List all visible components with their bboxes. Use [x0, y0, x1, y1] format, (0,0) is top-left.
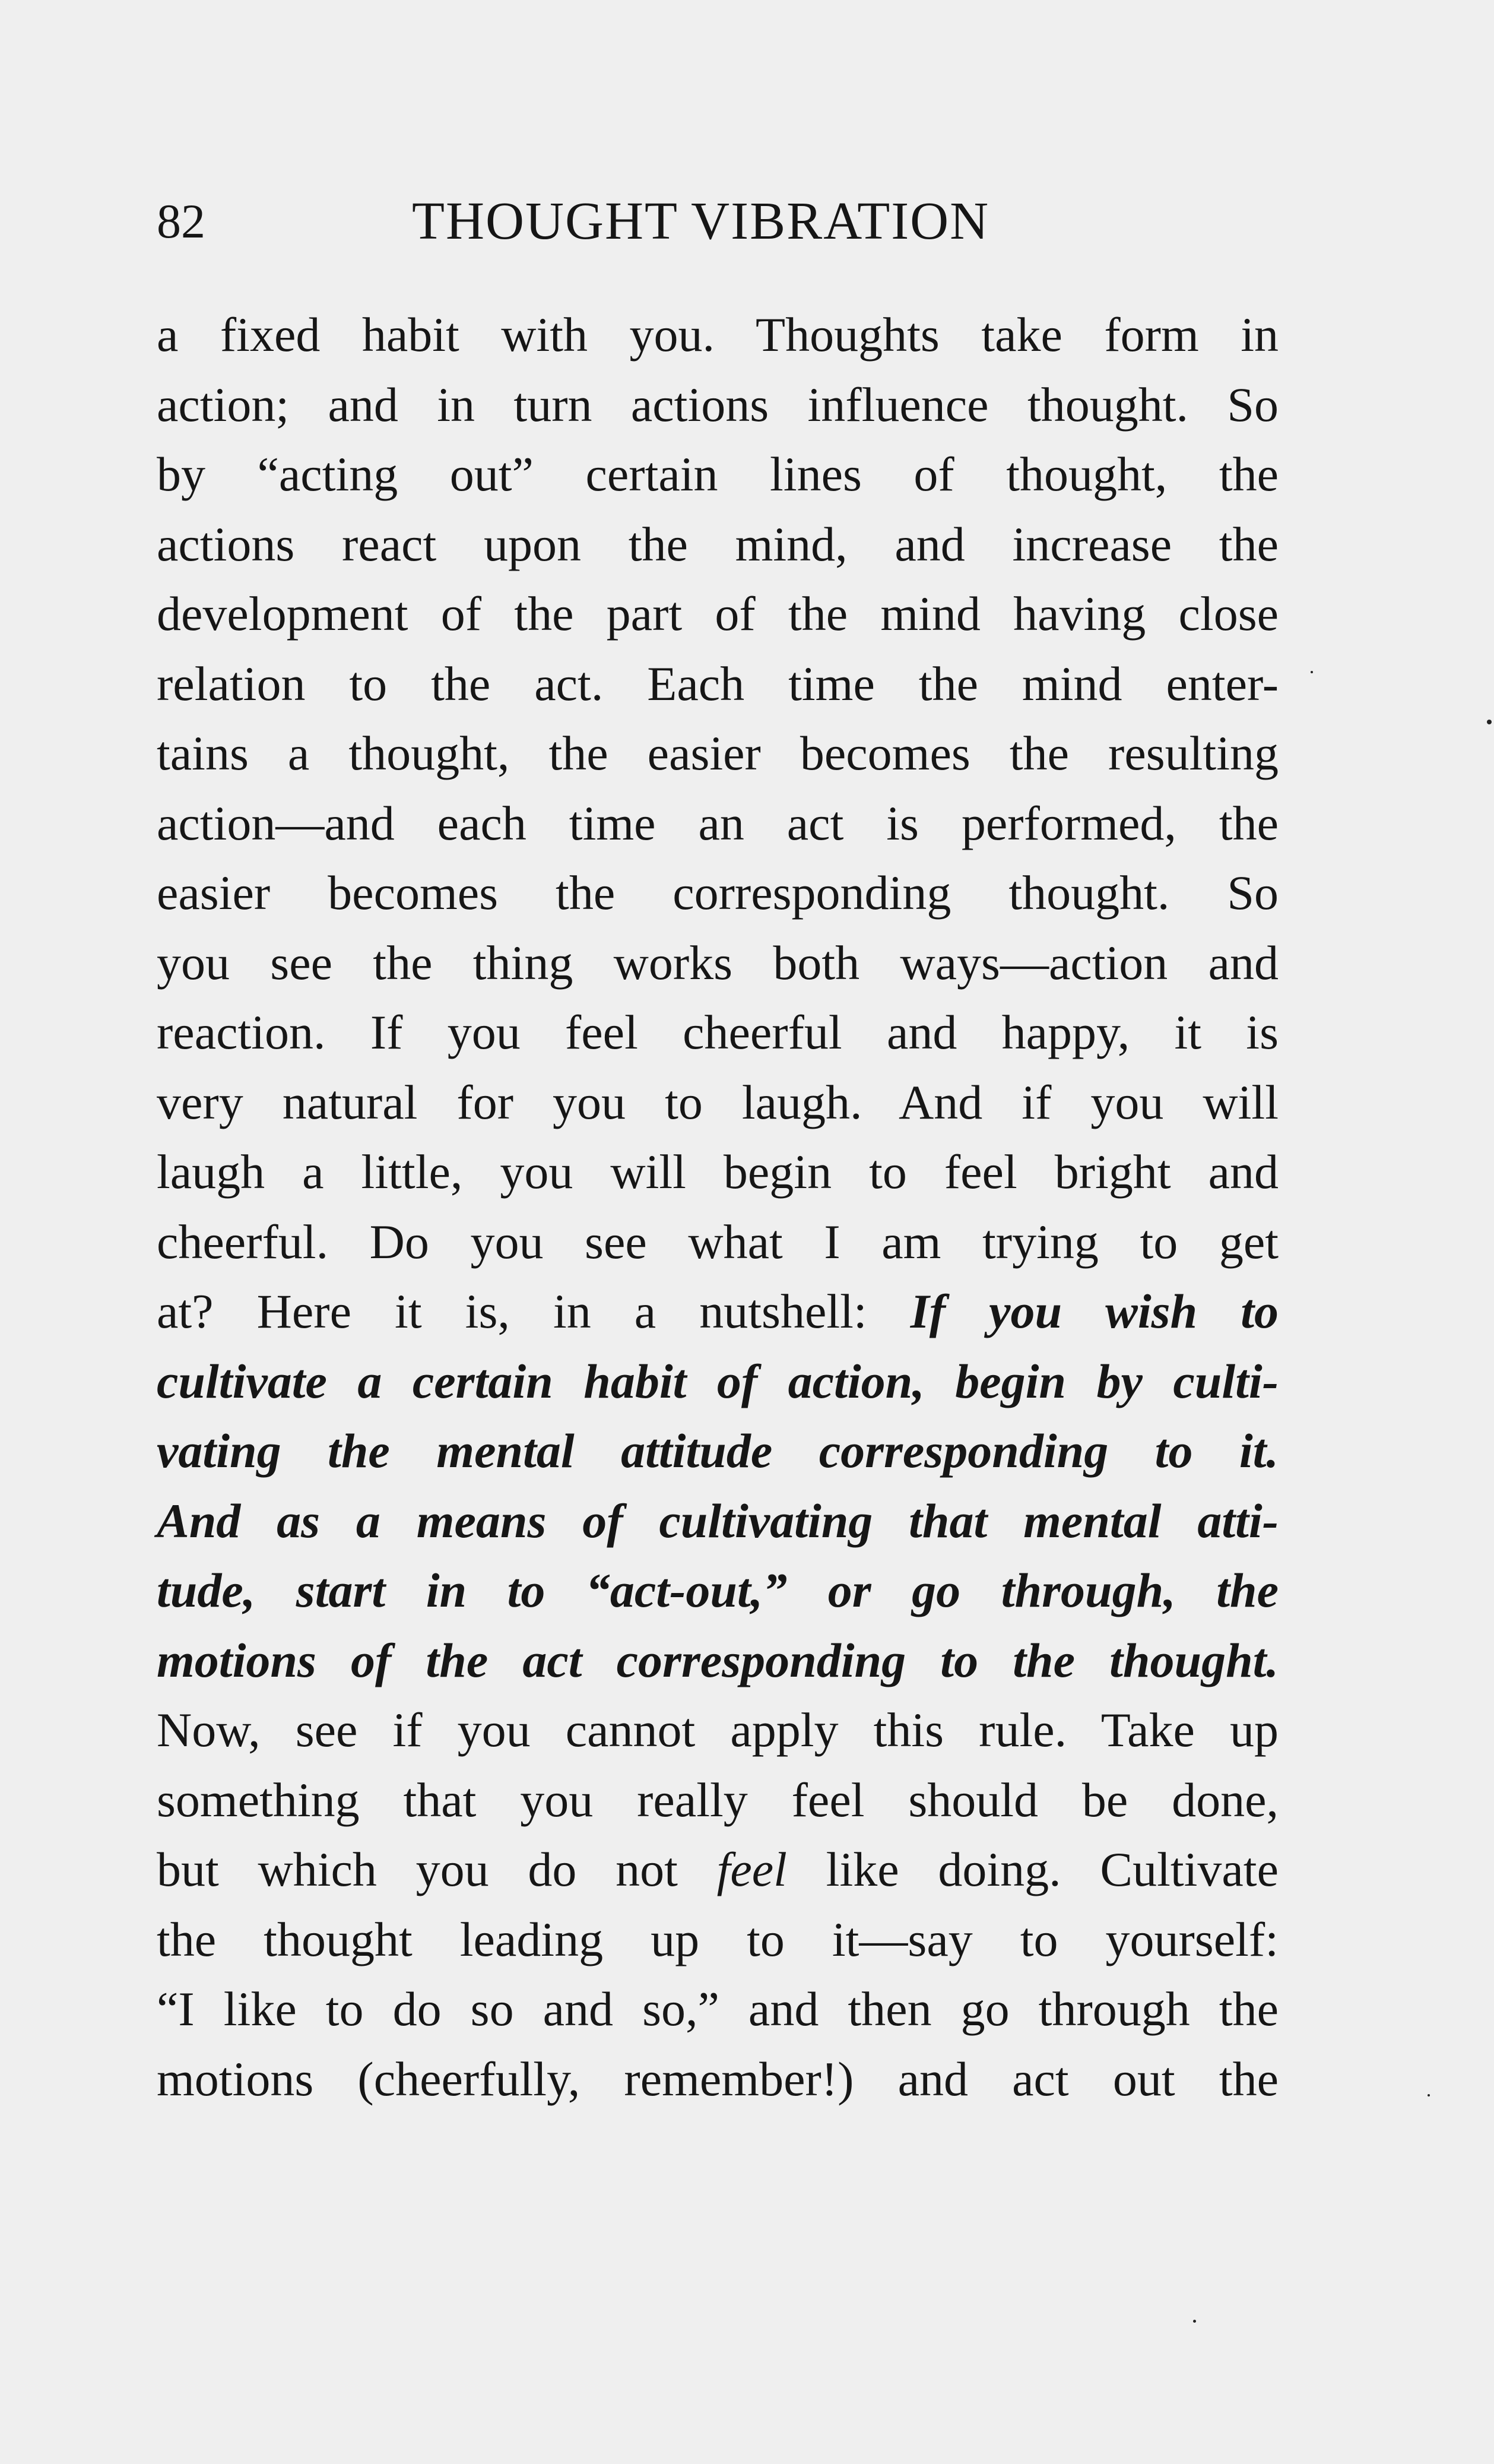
text-line: a fixed habit with you. Thoughts take form in	[157, 308, 1279, 362]
page-number: 82	[157, 194, 205, 248]
text-segment: like doing. Cultivate	[786, 1842, 1279, 1896]
text-line-mixed	[157, 1277, 1279, 1347]
scan-speck	[1311, 671, 1313, 673]
text-line: very natural for you to laugh. And if you will	[157, 1075, 1279, 1129]
text-segment: but which you do not	[157, 1842, 717, 1896]
scan-speck	[1193, 2320, 1196, 2323]
page-header	[157, 189, 1279, 254]
text-line: relation to the act. Each time the mind enter-	[157, 656, 1279, 711]
italic-text-line: tude, start in to “act-out,” or go through, the	[157, 1563, 1279, 1617]
text-line: tains a thought, the easier becomes the resulting	[157, 726, 1279, 780]
italic-word: feel	[716, 1842, 787, 1896]
text-line-mixed	[157, 1835, 1279, 1905]
italic-segment: If you wish to	[910, 1284, 1279, 1338]
text-line: something that you really feel should be done,	[157, 1772, 1279, 1827]
body-text	[157, 300, 1279, 2114]
italic-text-line: cultivate a certain habit of action, begin by culti-	[157, 1354, 1279, 1408]
text-line: motions (cheerfully, remember!) and act out the	[157, 2051, 1279, 2106]
text-line: actions react upon the mind, and increase the	[157, 517, 1279, 571]
text-line: Now, see if you cannot apply this rule. Take up	[157, 1703, 1279, 1757]
italic-text-line: And as a means of cultivating that mental atti-	[157, 1493, 1279, 1548]
text-line: action; and in turn actions influence thought. So	[157, 377, 1279, 432]
text-line: “I like to do so and so,” and then go through the	[157, 1982, 1279, 2036]
text-line: cheerful. Do you see what I am trying to get	[157, 1214, 1279, 1269]
italic-text-line: motions of the act corresponding to the thought.	[157, 1633, 1279, 1687]
text-line: development of the part of the mind having close	[157, 587, 1279, 641]
italic-text-line: vating the mental attitude corresponding to it.	[157, 1424, 1279, 1478]
text-line: easier becomes the corresponding thought. So	[157, 866, 1279, 920]
text-line: the thought leading up to it—say to yourself:	[157, 1912, 1279, 1966]
text-line: by “acting out” certain lines of thought, the	[157, 447, 1279, 501]
scan-speck	[1428, 2094, 1430, 2096]
text-line: action—and each time an act is performed, the	[157, 796, 1279, 850]
text-line: laugh a little, you will begin to feel bright and	[157, 1145, 1279, 1199]
text-line: reaction. If you feel cheerful and happy, it is	[157, 1005, 1279, 1059]
text-segment: at? Here it is, in a nutshell:	[157, 1284, 911, 1338]
text-line: you see the thing works both ways—action and	[157, 935, 1279, 990]
running-head: THOUGHT VIBRATION	[412, 192, 990, 251]
scan-speck	[1487, 720, 1492, 724]
